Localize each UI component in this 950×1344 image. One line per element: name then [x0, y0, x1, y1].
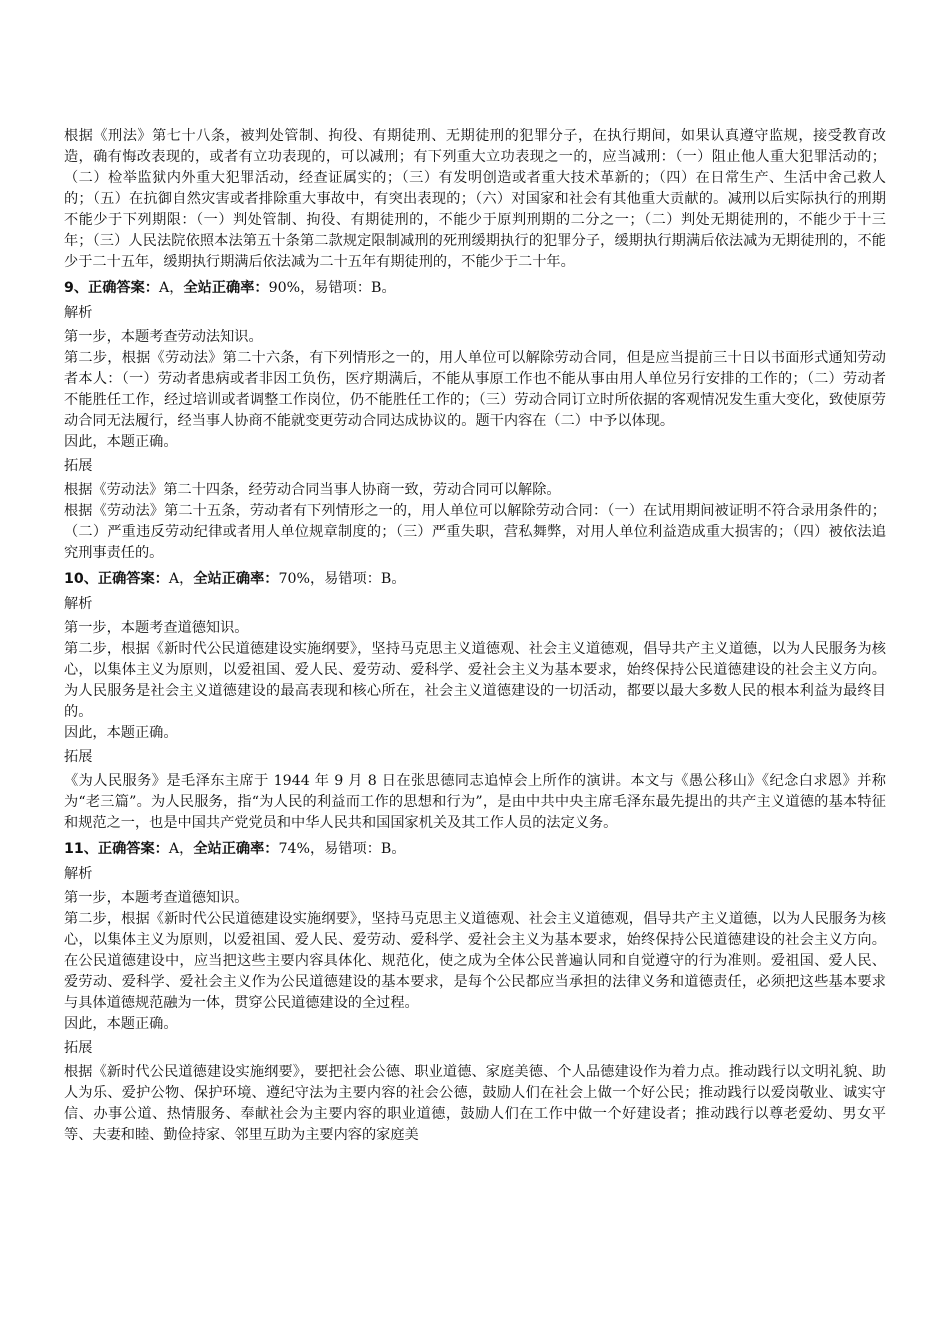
intro-paragraph: 根据《刑法》第七十八条，被判处管制、拘役、有期徒刑、无期徒刑的犯罪分子，在执行期间，如果认真遵守监规，接受教育改造，确有悔改表现的，或者有立功表现的，可以减刑；有下列重大立功表现之一的，应当减刑：（一）阻止他人重大犯罪活动的；（二）检举监狱内外重大犯罪活动，经查证属实的；（三）有发明创造或者重大技术革新的；（四）在日常生产、生活中舍己救人的；（五）在抗御自然灾害或者排除重大事故中，有突出表现的；（六）对国家和社会有其他重大贡献的。减刑以后实际执行的刑期不能少于下列期限：（一）判处管制、拘役、有期徒刑的，不能少于原判刑期的二分之一；（二）判处无期徒刑的，不能少于十三年；（三）人民法院依照本法第五十条第二款规定限制减刑的死刑缓期执行的犯罪分子，缓期执行期满后依法减为无期徒刑的，不能少于二十五年，缓期执行期满后依法减为二十五年有期徒刑的，不能少于二十年。: [64, 128, 886, 270]
q11-conclusion: 因此，本题正确。: [64, 1016, 178, 1032]
q9-answer-value: A，: [159, 280, 184, 296]
q11-extend-label: 拓展: [64, 1040, 93, 1056]
q11-rate-value: 74%，易错项：B。: [278, 841, 406, 857]
q10-answer-label: 10、正确答案：: [64, 571, 169, 587]
q9-extend1: 根据《劳动法》第二十四条，经劳动合同当事人协商一致，劳动合同可以解除。: [64, 482, 561, 498]
q11-step2: 第二步，根据《新时代公民道德建设实施纲要》，坚持马克思主义道德观、社会主义道德观，倡导共产主义道德，以为人民服务为核心，以集体主义为原则，以爱祖国、爱人民、爱劳动、爱科学、爱社会主义为基本要求，始终保持公民道德建设的社会主义方向。在公民道德建设中，应当把这些主要内容具体化、规范化，使之成为全体公民普遍认同和自觉遵守的行为准则。爱祖国、爱人民、爱劳动、爱科学、爱社会主义作为公民道德建设的基本要求，是每个公民都应当承担的法律义务和道德责任，必须把这些基本要求与具体道德规范融为一体，贯穿公民道德建设的全过程。: [64, 911, 886, 1011]
q9-rate-value: 90%，易错项：B。: [268, 280, 396, 296]
q9-step2: 第二步，根据《劳动法》第二十六条，有下列情形之一的，用人单位可以解除劳动合同，但是应当提前三十日以书面形式通知劳动者本人：（一）劳动者患病或者非因工负伤，医疗期满后，不能从事原工作也不能从事由用人单位另行安排的工作的；（二）劳动者不能胜任工作，经过培训或者调整工作岗位，仍不能胜任工作的；（三）劳动合同订立时所依据的客观情况发生重大变化，致使原劳动合同无法履行，经当事人协商不能就变更劳动合同达成协议的。题干内容在（二）中予以体现。: [64, 350, 886, 429]
q10-rate-label: 全站正确率：: [193, 571, 279, 587]
q10-answer-value: A，: [168, 571, 194, 587]
q11-step1: 第一步，本题考查道德知识。: [64, 890, 249, 906]
q9-answer-line: [64, 278, 886, 299]
q11-answer-label: 11、正确答案：: [64, 841, 169, 857]
q9-rate-label: 全站正确率：: [183, 280, 269, 296]
q11-answer-line: [64, 839, 886, 860]
q9-step1: 第一步，本题考查劳动法知识。: [64, 329, 263, 345]
q10-extend-label: 拓展: [64, 749, 93, 765]
q10-answer-line: [64, 569, 886, 590]
q10-step1: 第一步，本题考查道德知识。: [64, 620, 249, 636]
q10-analysis-label: 解析: [64, 596, 93, 612]
q9-extend2: 根据《劳动法》第二十五条，劳动者有下列情形之一的，用人单位可以解除劳动合同：（一）在试用期间被证明不符合录用条件的；（二）严重违反劳动纪律或者用人单位规章制度的；（三）严重失职，营私舞弊，对用人单位利益造成重大损害的；（四）被依法追究刑事责任的。: [64, 503, 886, 561]
document-page: [64, 126, 886, 1146]
q11-answer-value: A，: [168, 841, 194, 857]
q10-conclusion: 因此，本题正确。: [64, 725, 178, 741]
q9-answer-label: 9、正确答案：: [64, 280, 159, 296]
q10-extend1: 《为人民服务》是毛泽东主席于 1944 年 9 月 8 日在张思德同志追悼会上所作的演讲。本文与《愚公移山》《纪念白求恩》并称为“老三篇”。为人民服务，指“为人民的利益而工作的思想和行为”，是由中共中央主席毛泽东最先提出的共产主义道德的基本特征和规范之一，也是中国共产党党员和中华人民共和国国家机关及其工作人员的法定义务。: [64, 773, 886, 831]
q11-analysis-label: 解析: [64, 866, 93, 882]
q11-rate-label: 全站正确率：: [193, 841, 279, 857]
q9-conclusion: 因此，本题正确。: [64, 434, 178, 450]
q11-extend1: 根据《新时代公民道德建设实施纲要》，要把社会公德、职业道德、家庭美德、个人品德建设作为着力点。推动践行以文明礼貌、助人为乐、爱护公物、保护环境、遵纪守法为主要内容的社会公德，鼓励人们在社会上做一个好公民；推动践行以爱岗敬业、诚实守信、办事公道、热情服务、奉献社会为主要内容的职业道德，鼓励人们在工作中做一个好建设者；推动践行以尊老爱幼、男女平等、夫妻和睦、勤俭持家、邻里互助为主要内容的家庭美: [64, 1064, 886, 1143]
q10-rate-value: 70%，易错项：B。: [278, 571, 406, 587]
q10-step2: 第二步，根据《新时代公民道德建设实施纲要》，坚持马克思主义道德观、社会主义道德观，倡导共产主义道德，以为人民服务为核心，以集体主义为原则，以爱祖国、爱人民、爱劳动、爱科学、爱社会主义为基本要求，始终保持公民道德建设的社会主义方向。为人民服务是社会主义道德建设的最高表现和核心所在，社会主义道德建设的一切活动，都要以最大多数人民的根本利益为最终目的。: [64, 641, 886, 720]
q9-extend-label: 拓展: [64, 458, 93, 474]
q9-analysis-label: 解析: [64, 305, 93, 321]
